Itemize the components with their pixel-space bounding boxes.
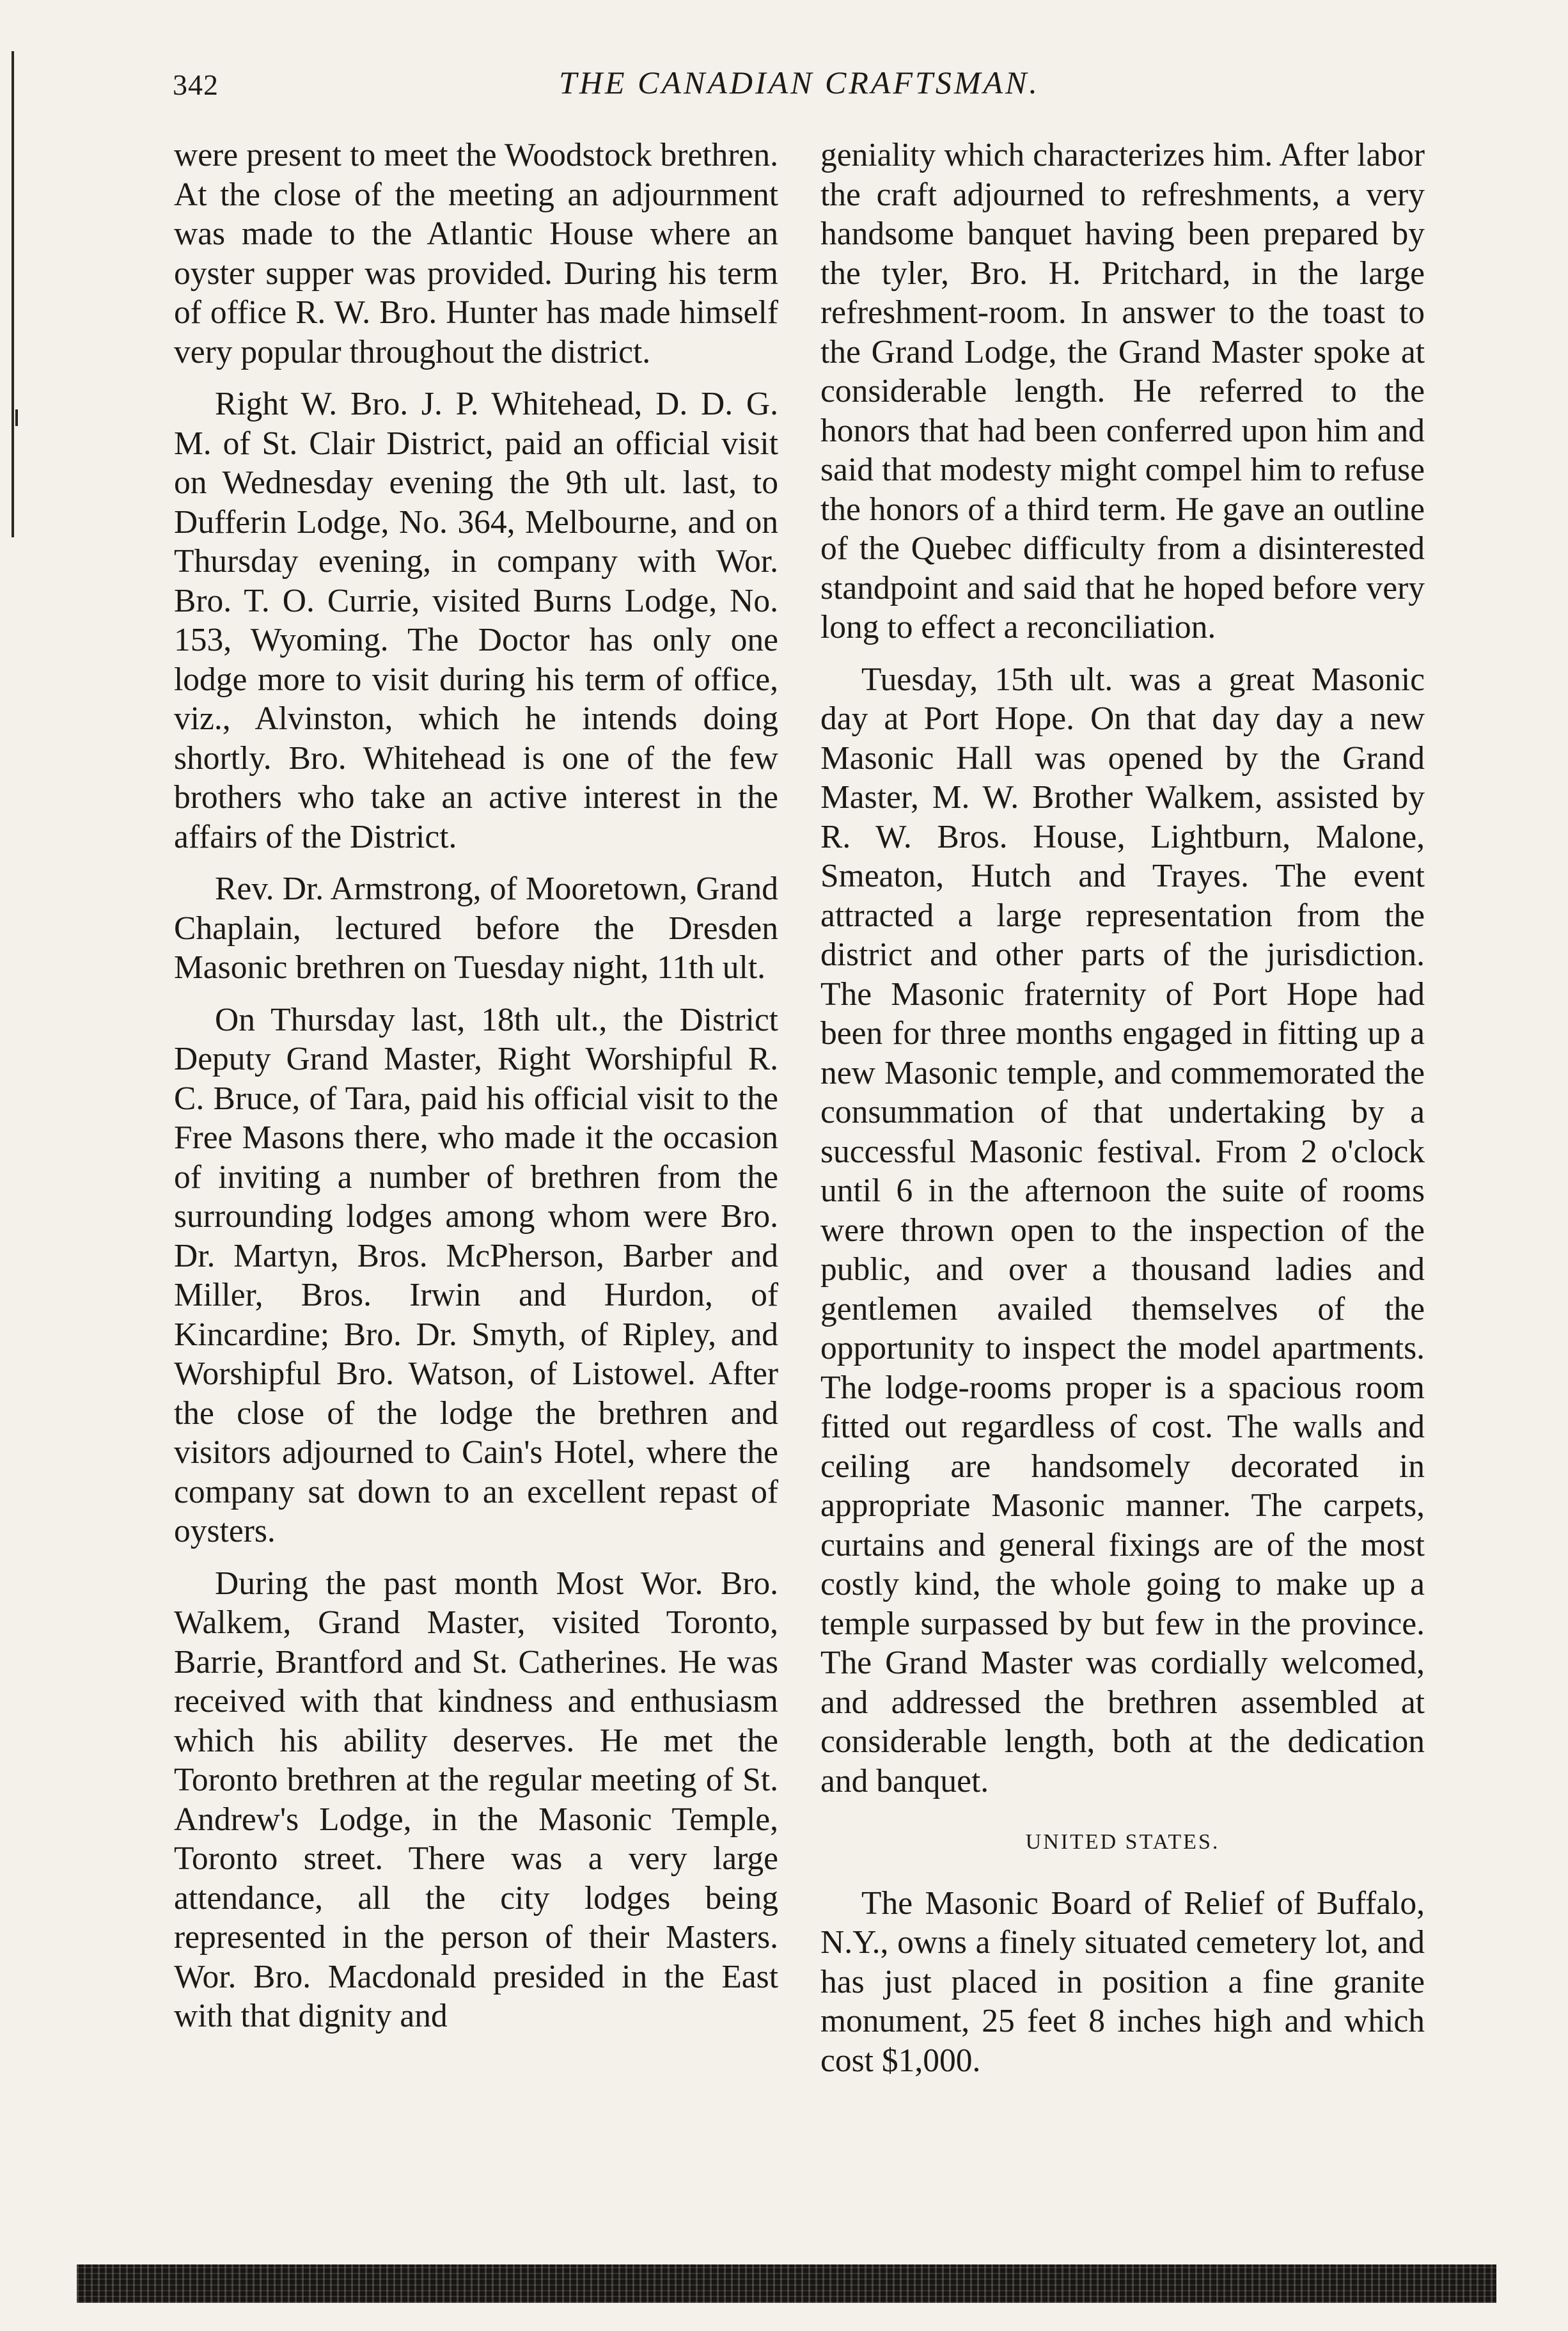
left-column: [174, 136, 778, 2036]
paragraph: geniality which characterizes him. After labor the craft adjourned to refreshments, a very handsome banquet having been prepared by the tyler, Bro. H. Pritchard, in the large refreshment-room. In answer to the toast to the Grand Lodge, the Grand Master spoke at considerable length. He referred to the honors that had been conferred upon him and said that modesty might compel him to refuse the honors of a third term. He gave an outline of the Quebec difficulty from a disinterested standpoint and said that he hoped before very long to effect a reconciliation.: [820, 137, 1425, 645]
paragraph: During the past month Most Wor. Bro. Walkem, Grand Master, visited Toronto, Barrie, Brantford and St. Catherines. He was received with that kindness and enthusiasm which his ability deserves. He met the Toronto brethren at the regular meeting of St. Andrew's Lodge, in the Masonic Temple, Toronto street. There was a very large attendance, all the city lodges being represented in the person of their Masters. Wor. Bro. Macdonald presided in the East with that dignity and: [174, 1565, 778, 2034]
paragraph: Tuesday, 15th ult. was a great Masonic day at Port Hope. On that day day a new Masonic Hall was opened by the Grand Master, M. W. Brother Walkem, assisted by R. W. Bros. House, Lightburn, Malone, Smeaton, Hutch and Trayes. The event attracted a large representation from the district and other parts of the jurisdiction. The Masonic fraternity of Port Hope had been for three months engaged in fitting up a new Masonic temple, and commemorated the consummation of that undertaking by a successful Masonic festival. From 2 o'clock until 6 in the afternoon the suite of rooms were thrown open to the inspection of the public, and over a thousand ladies and gentlemen availed themselves of the opportunity to inspect the model apartments. The lodge-rooms proper is a spacious room fitted out regardless of cost. The walls and ceiling are handsomely decorated in appropriate Masonic manner. The carpets, curtains and general fixings are of the most costly kind, the whole going to make up a temple surpassed by but few in the province. The Grand Master was cordially welcomed, and addressed the brethren assembled at considerable length, both at the dedication and banquet.: [820, 661, 1425, 1799]
paragraph: Right W. Bro. J. P. Whitehead, D. D. G. M. of St. Clair District, paid an official visit on Wednesday evening the 9th ult. last, to Dufferin Lodge, No. 364, Melbourne, and on Thursday evening, in company with Wor. Bro. T. O. Currie, visited Burns Lodge, No. 153, Wyoming. The Doctor has only one lodge more to visit during his term of office, viz., Alvinston, which he intends doing shortly. Bro. Whitehead is one of the few brothers who take an active interest in the affairs of the District.: [174, 386, 778, 855]
paragraph: were present to meet the Woodstock brethren. At the close of the meeting an adjournment was made to the Atlantic House where an oyster supper was provided. During his term of office R. W. Bro. Hunter has made himself very popular throughout the district.: [174, 137, 778, 370]
paragraph: The Masonic Board of Relief of Buffalo, N.Y., owns a finely situated cemetery lot, and has just placed in position a fine granite monument, 25 feet 8 inches high and which cost $1,000.: [820, 1885, 1425, 2079]
paragraph: On Thursday last, 18th ult., the District Deputy Grand Master, Right Worshipful R. C. Bruce, of Tara, paid his official visit to the Free Masons there, who made it the occasion of inviting a number of brethren from the surrounding lodges among whom were Bro. Dr. Martyn, Bros. McPherson, Barber and Miller, Bros. Irwin and Hurdon, of Kincardine; Bro. Dr. Smyth, of Ripley, and Worshipful Bro. Watson, of Listowel. After the close of the lodge the brethren and visitors adjourned to Cain's Hotel, where the company sat down to an excellent repast of oysters.: [174, 1001, 778, 1549]
page-number: 342: [173, 68, 219, 101]
running-head: THE CANADIAN CRAFTSMAN.: [559, 65, 1040, 100]
binding-mark: [15, 409, 18, 426]
right-column: [820, 136, 1425, 2080]
binding-edge: [12, 51, 14, 537]
section-heading: UNITED STATES.: [1025, 1830, 1220, 1854]
page-header: [173, 64, 1426, 115]
paragraph: Rev. Dr. Armstrong, of Mooretown, Grand Chaplain, lectured before the Dresden Masonic brethren on Tuesday night, 11th ult.: [174, 871, 778, 986]
scan-footer-bar: [77, 2264, 1496, 2303]
